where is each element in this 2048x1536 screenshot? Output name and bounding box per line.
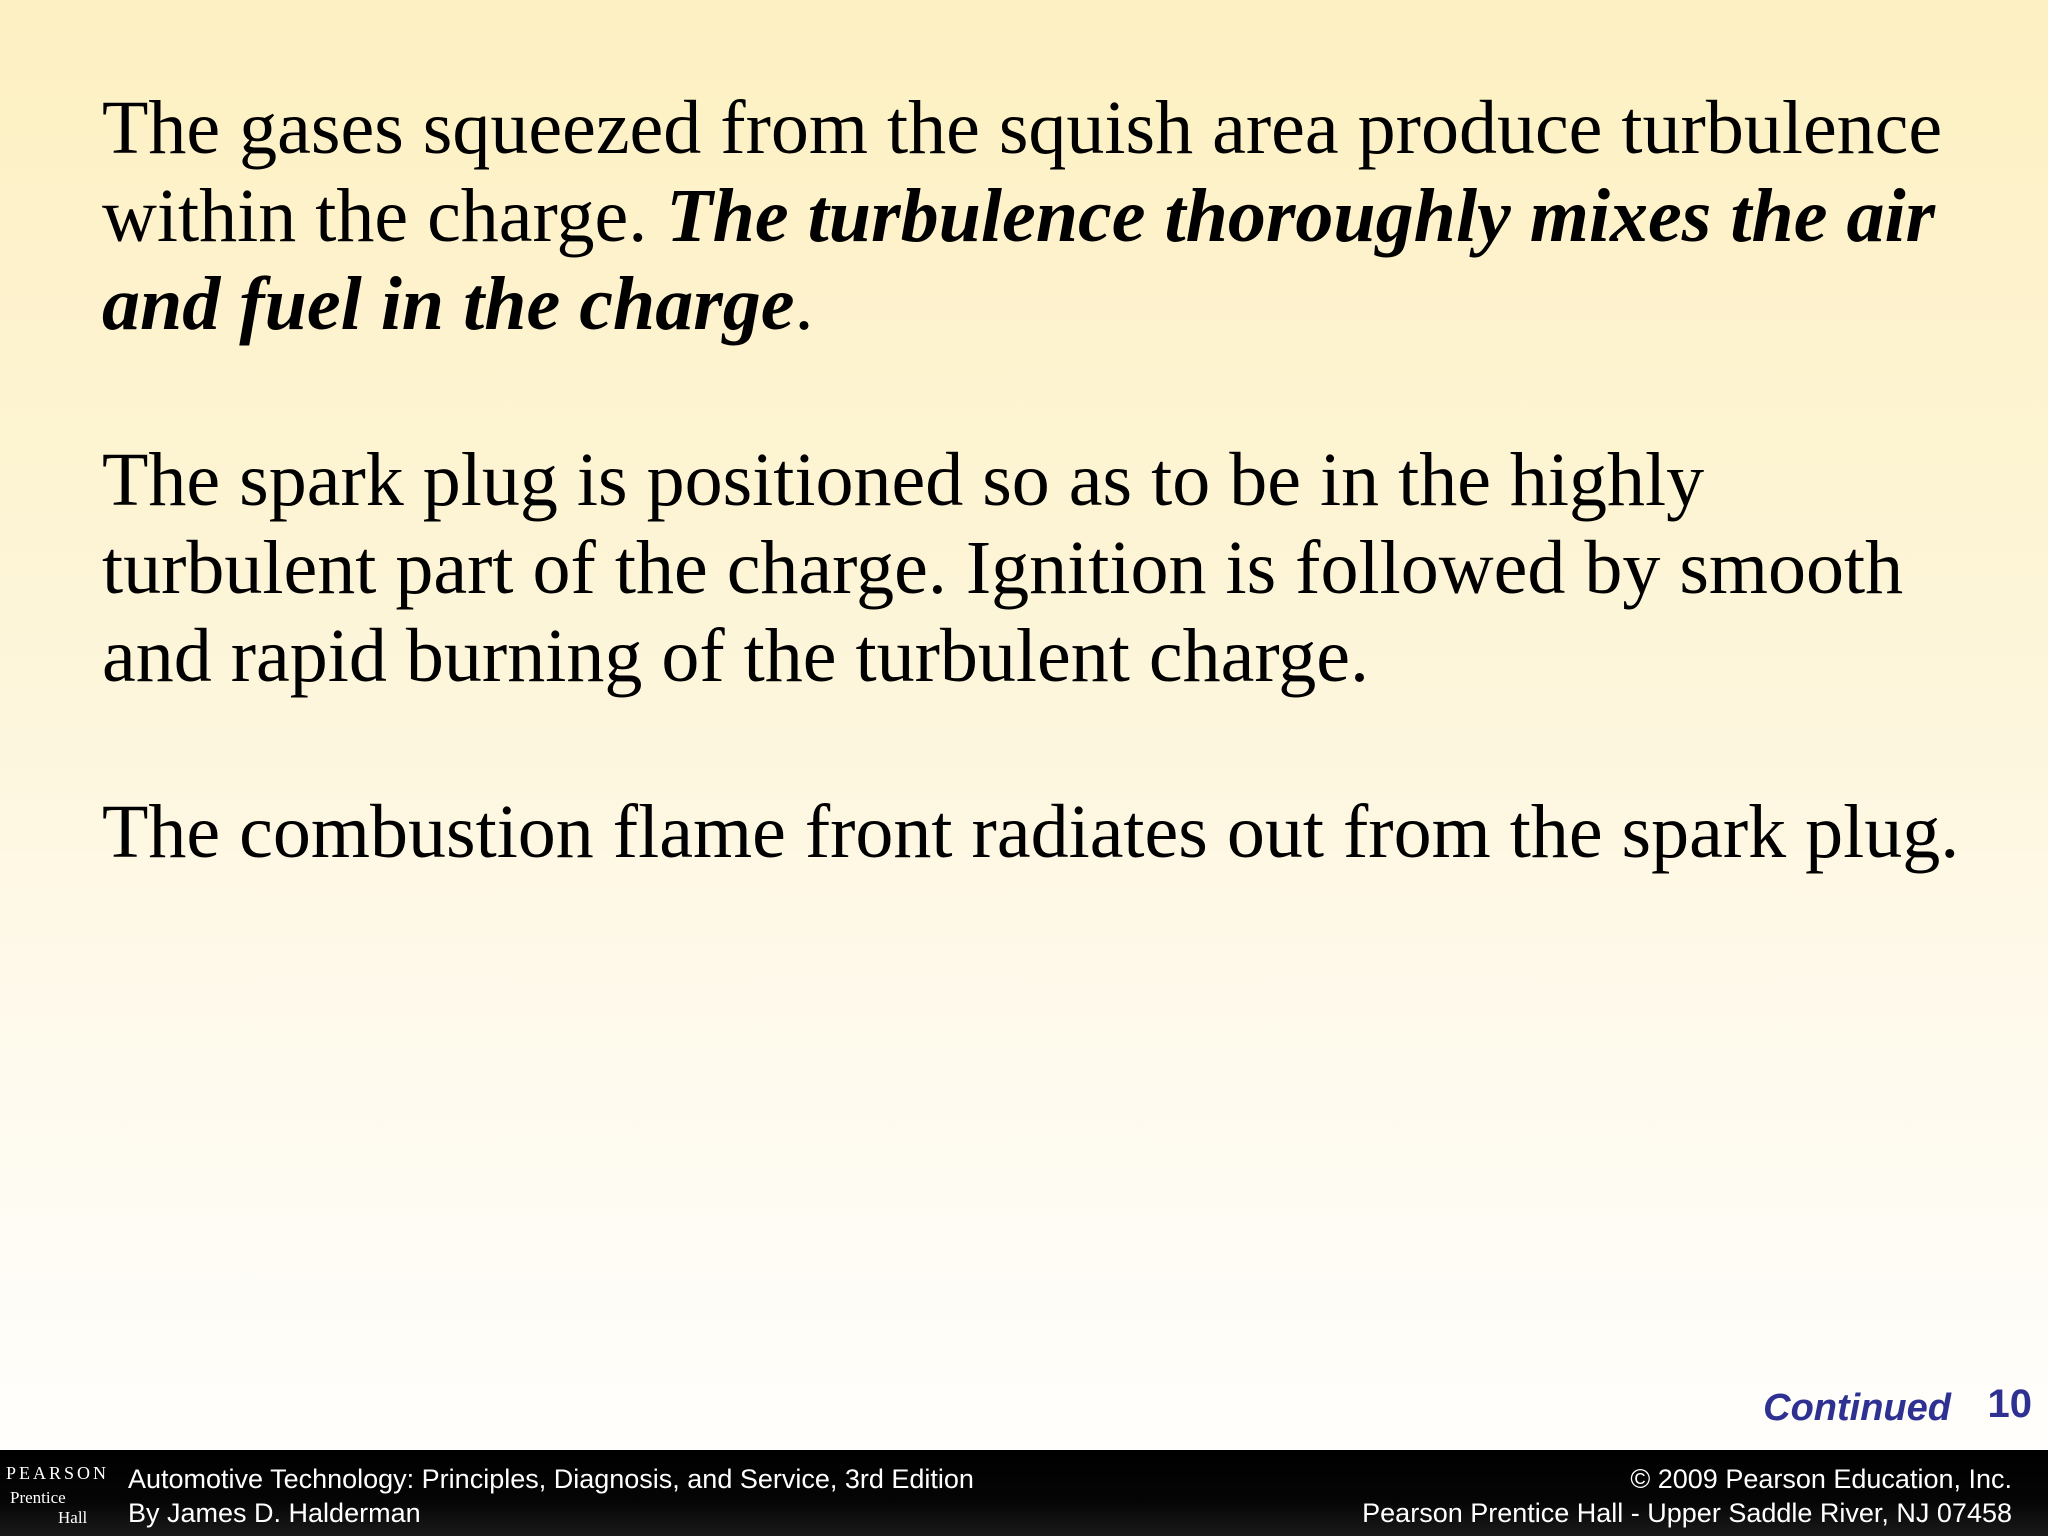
pearson-prentice-hall-logo [0,1458,110,1536]
emphasized-text: The turbulence thoroughly mixes the air and fuel in the charge [102,174,1936,346]
paragraph-text: The gases squeezed from the squish area produce turbulence within the charge. [102,86,1943,258]
paragraph-text-end: . [794,262,814,346]
book-author: By James D. Halderman [128,1498,421,1528]
paragraph-spark-plug-position [102,436,1982,700]
paragraph-flame-front [102,788,1982,876]
copyright-notice: © 2009 Pearson Education, Inc. [1630,1464,2012,1494]
paragraph-text: The combustion flame front radiates out from the spark plug. [102,790,1960,874]
slide-footer [0,1450,2048,1536]
continued-label: Continued [1763,1387,1951,1429]
page-number: 10 [1987,1382,2032,1426]
slide-body [102,84,1982,876]
footer-publisher-info [1362,1462,2012,1530]
footer-book-info [128,1462,974,1530]
logo-hall-text: Hall [58,1508,88,1527]
book-title: Automotive Technology: Principles, Diagnosis, and Service, 3rd Edition [128,1464,974,1494]
logo-pearson-text: PEARSON [6,1463,110,1483]
logo-prentice-text: Prentice [10,1488,66,1507]
publisher-address: Pearson Prentice Hall - Upper Saddle River, NJ 07458 [1362,1498,2012,1528]
paragraph-squish-turbulence [102,84,1982,348]
paragraph-text: The spark plug is positioned so as to be in the highly turbulent part of the charge. Ignition is followed by smooth and rapid burning of the turbulent charge. [102,438,1904,698]
